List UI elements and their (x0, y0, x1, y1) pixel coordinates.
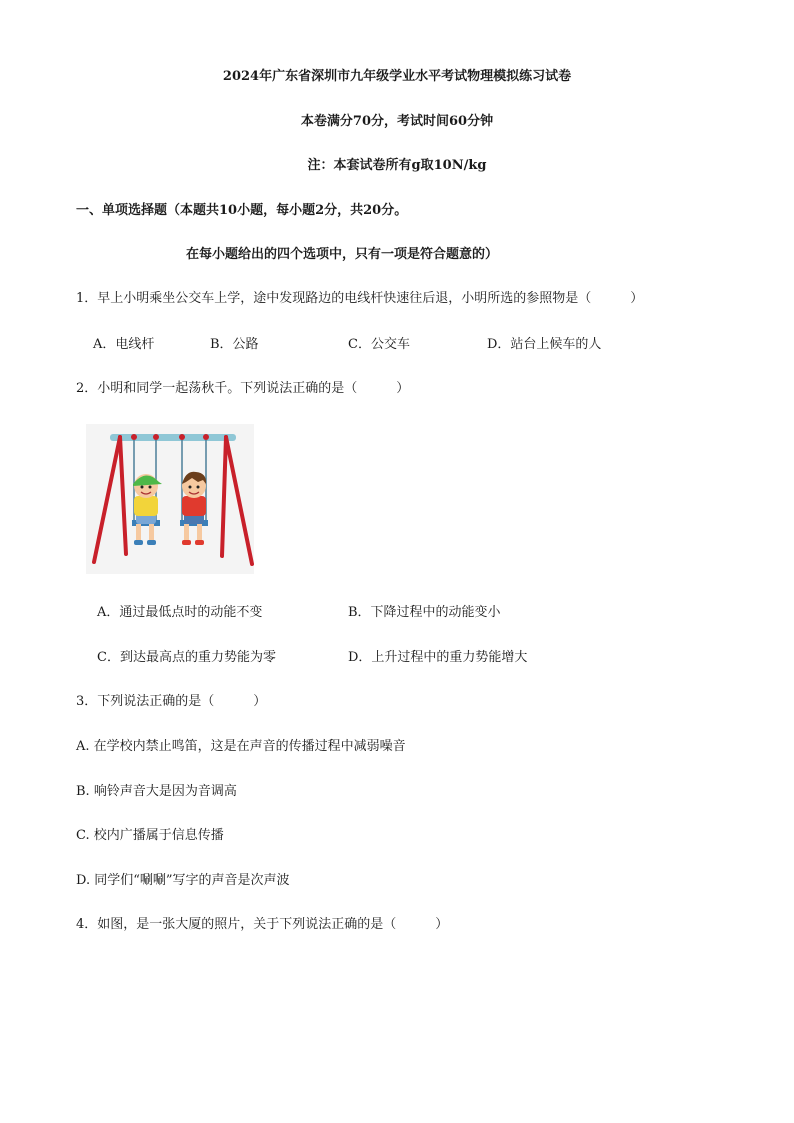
swing-bolt (131, 434, 137, 440)
score-time-info: 本卷满分70分，考试时间60分钟 (300, 114, 494, 129)
swing-leg-left-inner (120, 437, 126, 554)
boy-with-hair (180, 472, 208, 545)
swing-top-bar (110, 434, 236, 441)
swing-image (86, 424, 254, 574)
exam-note: 注：本套试卷所有g取10N/kg (307, 158, 487, 173)
question-3-option-c: C. 校内广播属于信息传播 (76, 828, 224, 843)
swing-bolt (179, 434, 185, 440)
swing-illustration (86, 424, 254, 574)
question-2-option-c: C．到达最高点的重力势能为零 (97, 650, 276, 665)
boy-with-cap (132, 474, 162, 545)
swing-bolt (203, 434, 209, 440)
question-3-option-d: D. 同学们“唰唰”写字的声音是次声波 (76, 873, 290, 888)
question-3-option-b: B. 响铃声音大是因为音调高 (76, 784, 237, 799)
question-1-option-a: A．电线杆 (93, 337, 155, 352)
swing-leg-right-inner (222, 437, 226, 556)
question-2-option-d: D．上升过程中的重力势能增大 (348, 650, 528, 665)
question-1-option-c: C．公交车 (348, 337, 410, 352)
question-1-option-b: B．公路 (210, 337, 259, 352)
question-2-option-a: A．通过最低点时的动能不变 (97, 605, 263, 620)
exam-title: 2024年广东省深圳市九年级学业水平考试物理模拟练习试卷 (222, 69, 572, 84)
question-2-option-b: B．下降过程中的动能变小 (348, 605, 501, 620)
swing-leg-right-outer (226, 437, 252, 564)
question-1-stem: 1．早上小明乘坐公交车上学，途中发现路边的电线杆快速往后退，小明所选的参照物是（ ） (76, 291, 644, 306)
swing-bolt (153, 434, 159, 440)
swing-leg-left-outer (94, 437, 120, 562)
question-3-stem: 3．下列说法正确的是（ ） (76, 694, 267, 709)
section-subheading: 在每小题给出的四个选项中，只有一项是符合题意的） (186, 247, 499, 262)
question-2-stem: 2．小明和同学一起荡秋千。下列说法正确的是（ ） (76, 381, 410, 396)
question-4-stem: 4．如图，是一张大厦的照片，关于下列说法正确的是（ ） (76, 917, 449, 932)
question-1-option-d: D．站台上候车的人 (487, 337, 602, 352)
section-heading: 一、单项选择题（本题共10小题，每小题2分，共20分。 (76, 203, 408, 218)
question-3-option-a: A. 在学校内禁止鸣笛，这是在声音的传播过程中减弱噪音 (76, 739, 406, 754)
